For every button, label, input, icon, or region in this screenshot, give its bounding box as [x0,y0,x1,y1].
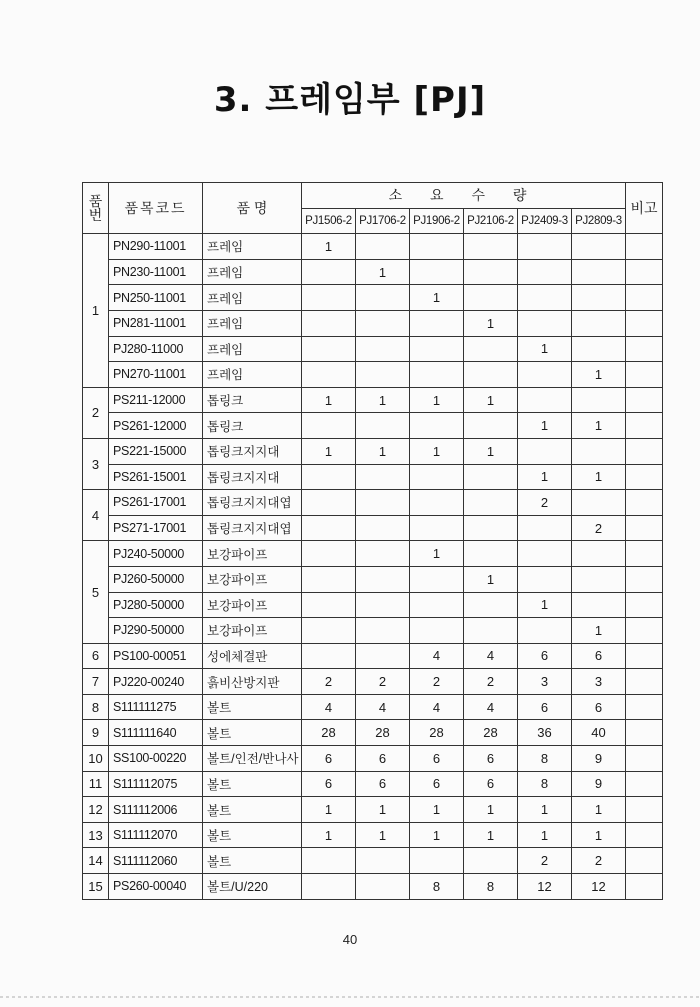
quantity-cell [356,874,410,900]
header-code: 품목코드 [109,183,203,234]
table-row [83,438,663,464]
code-cell: PS261-17001 [109,490,203,516]
quantity-cell [518,285,572,311]
quantity-cell [356,464,410,490]
name-cell: 볼트 [203,797,302,823]
remarks-cell [626,874,663,900]
quantity-cell: 1 [356,438,410,464]
remarks-cell [626,566,663,592]
quantity-cell: 6 [464,746,518,772]
header-name: 품 명 [203,183,302,234]
name-cell: 톱링크지지대 [203,464,302,490]
item-no-cell: 3 [83,438,109,489]
quantity-cell [356,234,410,260]
code-cell: PS261-12000 [109,413,203,439]
name-cell: 보강파이프 [203,541,302,567]
quantity-cell [410,310,464,336]
quantity-cell [302,413,356,439]
table-row [83,310,663,336]
quantity-cell [572,285,626,311]
quantity-cell [356,618,410,644]
table-row [83,336,663,362]
quantity-cell [356,566,410,592]
quantity-cell: 1 [464,822,518,848]
code-cell: SS100-00220 [109,746,203,772]
header-model: PJ2106-2 [464,208,518,234]
quantity-cell [464,848,518,874]
header-item-no-text: 품번 [88,193,103,224]
quantity-cell: 1 [356,387,410,413]
quantity-cell: 1 [518,413,572,439]
quantity-cell: 2 [464,669,518,695]
name-cell: 톱링크지지대엽 [203,490,302,516]
table-row [83,746,663,772]
remarks-cell [626,387,663,413]
quantity-cell [302,490,356,516]
quantity-cell [410,490,464,516]
quantity-cell: 1 [464,566,518,592]
quantity-cell: 28 [410,720,464,746]
quantity-cell: 1 [518,336,572,362]
quantity-cell [518,310,572,336]
quantity-cell: 4 [464,643,518,669]
table-row [83,362,663,388]
name-cell: 볼트 [203,822,302,848]
quantity-cell [410,848,464,874]
quantity-cell: 2 [572,848,626,874]
remarks-cell [626,336,663,362]
name-cell: 보강파이프 [203,592,302,618]
quantity-cell [464,336,518,362]
quantity-cell: 4 [410,694,464,720]
item-no-cell: 1 [83,234,109,388]
code-cell: S111112060 [109,848,203,874]
quantity-cell [410,592,464,618]
quantity-cell [356,285,410,311]
code-cell: PS100-00051 [109,643,203,669]
header-model: PJ1906-2 [410,208,464,234]
quantity-cell [302,310,356,336]
quantity-cell: 2 [302,669,356,695]
quantity-cell [572,438,626,464]
quantity-cell: 3 [572,669,626,695]
remarks-cell [626,362,663,388]
quantity-cell: 1 [302,822,356,848]
quantity-cell: 1 [356,822,410,848]
code-cell: PN270-11001 [109,362,203,388]
quantity-cell [356,541,410,567]
quantity-cell [410,362,464,388]
quantity-cell: 1 [302,234,356,260]
quantity-cell [464,259,518,285]
quantity-cell: 6 [356,746,410,772]
remarks-cell [626,285,663,311]
quantity-cell: 8 [518,746,572,772]
quantity-cell: 1 [410,822,464,848]
quantity-cell: 36 [518,720,572,746]
remarks-cell [626,746,663,772]
quantity-cell [302,515,356,541]
quantity-cell: 1 [518,822,572,848]
header-model: PJ1706-2 [356,208,410,234]
name-cell: 프레임 [203,310,302,336]
quantity-cell: 1 [572,618,626,644]
quantity-cell: 4 [410,643,464,669]
quantity-cell [302,618,356,644]
code-cell: PJ280-11000 [109,336,203,362]
quantity-cell: 28 [356,720,410,746]
quantity-cell [518,387,572,413]
remarks-cell [626,259,663,285]
quantity-cell: 1 [518,592,572,618]
header-model: PJ2809-3 [572,208,626,234]
name-cell: 볼트/U/220 [203,874,302,900]
table-row [83,515,663,541]
quantity-cell: 1 [410,797,464,823]
quantity-cell [356,592,410,618]
item-no-cell: 7 [83,669,109,695]
table-row [83,490,663,516]
table-row [83,285,663,311]
code-cell: S111112006 [109,797,203,823]
table-row [83,387,663,413]
name-cell: 볼트 [203,720,302,746]
quantity-cell [464,618,518,644]
quantity-cell: 1 [518,797,572,823]
quantity-cell [302,541,356,567]
quantity-cell [464,515,518,541]
table-row [83,797,663,823]
quantity-cell: 8 [410,874,464,900]
quantity-cell: 6 [410,746,464,772]
table-row [83,413,663,439]
quantity-cell [518,362,572,388]
item-no-cell: 13 [83,822,109,848]
quantity-cell: 28 [464,720,518,746]
remarks-cell [626,694,663,720]
code-cell: PJ240-50000 [109,541,203,567]
table-row [83,618,663,644]
quantity-cell [356,336,410,362]
item-no-cell: 10 [83,746,109,772]
quantity-cell [410,515,464,541]
table-row [83,234,663,260]
quantity-cell: 1 [464,797,518,823]
code-cell: S111111640 [109,720,203,746]
remarks-cell [626,771,663,797]
item-no-cell: 6 [83,643,109,669]
quantity-cell: 1 [572,464,626,490]
item-no-cell: 8 [83,694,109,720]
table-row [83,694,663,720]
item-no-cell: 11 [83,771,109,797]
table-row [83,720,663,746]
name-cell: 볼트 [203,694,302,720]
item-no-cell: 9 [83,720,109,746]
name-cell: 볼트 [203,848,302,874]
table-row [83,592,663,618]
quantity-cell: 2 [410,669,464,695]
name-cell: 볼트/인전/반나사 [203,746,302,772]
remarks-cell [626,464,663,490]
table-row [83,541,663,567]
remarks-cell [626,413,663,439]
quantity-cell: 2 [518,490,572,516]
quantity-cell: 40 [572,720,626,746]
quantity-cell [572,387,626,413]
name-cell: 볼트 [203,771,302,797]
quantity-cell [572,336,626,362]
quantity-cell [356,310,410,336]
quantity-cell: 6 [518,694,572,720]
quantity-cell: 6 [410,771,464,797]
quantity-cell: 6 [572,643,626,669]
quantity-cell: 12 [572,874,626,900]
quantity-cell [518,259,572,285]
remarks-cell [626,669,663,695]
item-no-cell: 14 [83,848,109,874]
remarks-cell [626,592,663,618]
page-title: 3. 프레임부 [PJ] [213,80,487,120]
quantity-cell: 1 [410,285,464,311]
quantity-cell [302,874,356,900]
quantity-cell [464,592,518,618]
name-cell: 프레임 [203,259,302,285]
name-cell: 프레임 [203,362,302,388]
code-cell: S111111275 [109,694,203,720]
item-no-cell: 4 [83,490,109,541]
quantity-cell [410,259,464,285]
code-cell: PS261-15001 [109,464,203,490]
quantity-cell [302,336,356,362]
quantity-cell [356,490,410,516]
quantity-cell [572,310,626,336]
item-no-cell: 5 [83,541,109,643]
remarks-cell [626,643,663,669]
remarks-cell [626,822,663,848]
table-row [83,566,663,592]
quantity-cell [410,566,464,592]
name-cell: 톱링크 [203,387,302,413]
table-row [83,822,663,848]
quantity-cell [518,515,572,541]
quantity-cell: 8 [518,771,572,797]
quantity-cell [302,643,356,669]
quantity-cell [356,848,410,874]
quantity-cell [356,643,410,669]
quantity-cell: 1 [410,541,464,567]
quantity-cell [302,259,356,285]
quantity-cell: 2 [572,515,626,541]
name-cell: 성에체결판 [203,643,302,669]
quantity-cell [464,285,518,311]
name-cell: 톱링크지지대 [203,438,302,464]
quantity-cell: 28 [302,720,356,746]
name-cell: 보강파이프 [203,566,302,592]
quantity-cell: 1 [572,822,626,848]
quantity-cell [302,464,356,490]
quantity-cell: 1 [302,438,356,464]
quantity-cell [356,362,410,388]
remarks-cell [626,490,663,516]
table-row [83,669,663,695]
header-item-no [83,183,109,234]
code-cell: PN281-11001 [109,310,203,336]
quantity-cell: 12 [518,874,572,900]
quantity-cell [410,413,464,439]
quantity-cell [302,285,356,311]
quantity-cell [518,541,572,567]
table-body [83,234,663,899]
code-cell: PJ220-00240 [109,669,203,695]
quantity-cell: 1 [356,259,410,285]
code-cell: PS271-17001 [109,515,203,541]
name-cell: 프레임 [203,285,302,311]
quantity-cell [410,618,464,644]
quantity-cell: 4 [464,694,518,720]
code-cell: PN290-11001 [109,234,203,260]
quantity-cell [410,336,464,362]
name-cell: 프레임 [203,234,302,260]
quantity-cell [572,490,626,516]
header-remarks: 비고 [626,183,663,234]
name-cell: 프레임 [203,336,302,362]
quantity-cell [464,362,518,388]
table-row [83,464,663,490]
quantity-cell [302,592,356,618]
remarks-cell [626,618,663,644]
quantity-cell [410,234,464,260]
remarks-cell [626,797,663,823]
parts-table [82,182,663,900]
quantity-cell [464,490,518,516]
quantity-cell: 4 [302,694,356,720]
table-header [83,183,663,234]
quantity-cell [356,413,410,439]
quantity-cell: 6 [302,771,356,797]
item-no-cell: 15 [83,874,109,900]
quantity-cell [302,566,356,592]
code-cell: PJ290-50000 [109,618,203,644]
table-row [83,771,663,797]
quantity-cell: 1 [302,797,356,823]
quantity-cell: 1 [572,797,626,823]
quantity-cell [572,592,626,618]
quantity-cell: 6 [356,771,410,797]
quantity-cell: 1 [572,362,626,388]
quantity-cell: 1 [464,387,518,413]
quantity-cell [356,515,410,541]
remarks-cell [626,310,663,336]
name-cell: 톱링크지지대엽 [203,515,302,541]
quantity-cell: 6 [302,746,356,772]
item-no-cell: 2 [83,387,109,438]
table-row [83,259,663,285]
quantity-cell [518,566,572,592]
name-cell: 톱링크 [203,413,302,439]
quantity-cell: 9 [572,746,626,772]
quantity-cell [464,541,518,567]
quantity-cell [572,259,626,285]
quantity-cell: 8 [464,874,518,900]
code-cell: PS211-12000 [109,387,203,413]
quantity-cell: 1 [464,310,518,336]
quantity-cell [464,464,518,490]
quantity-cell: 2 [518,848,572,874]
quantity-cell [572,541,626,567]
page-number: 40 [342,932,358,947]
quantity-cell [518,234,572,260]
quantity-cell: 1 [518,464,572,490]
remarks-cell [626,848,663,874]
quantity-cell [518,438,572,464]
header-model: PJ1506-2 [302,208,356,234]
item-no-cell: 12 [83,797,109,823]
quantity-cell [464,413,518,439]
quantity-cell: 6 [464,771,518,797]
table-row [83,848,663,874]
remarks-cell [626,438,663,464]
quantity-cell [518,618,572,644]
header-quantity: 소 요 수 량 [302,183,626,209]
quantity-cell: 1 [410,438,464,464]
remarks-cell [626,234,663,260]
code-cell: PN230-11001 [109,259,203,285]
quantity-cell: 1 [464,438,518,464]
remarks-cell [626,541,663,567]
table-row [83,643,663,669]
remarks-cell [626,720,663,746]
quantity-cell [572,566,626,592]
quantity-cell [464,234,518,260]
code-cell: S111112075 [109,771,203,797]
quantity-cell: 3 [518,669,572,695]
quantity-cell: 1 [302,387,356,413]
quantity-cell: 1 [356,797,410,823]
quantity-cell [302,848,356,874]
code-cell: PS221-15000 [109,438,203,464]
code-cell: PJ280-50000 [109,592,203,618]
quantity-cell: 4 [356,694,410,720]
header-model: PJ2409-3 [518,208,572,234]
name-cell: 보강파이프 [203,618,302,644]
quantity-cell: 1 [572,413,626,439]
quantity-cell: 1 [410,387,464,413]
code-cell: S111112070 [109,822,203,848]
name-cell: 흙비산방지판 [203,669,302,695]
quantity-cell: 6 [572,694,626,720]
quantity-cell [572,234,626,260]
quantity-cell [410,464,464,490]
remarks-cell [626,515,663,541]
table-row [83,874,663,900]
scan-edge-rule [0,996,700,998]
code-cell: PN250-11001 [109,285,203,311]
code-cell: PJ260-50000 [109,566,203,592]
quantity-cell [302,362,356,388]
quantity-cell: 9 [572,771,626,797]
quantity-cell: 6 [518,643,572,669]
quantity-cell: 2 [356,669,410,695]
code-cell: PS260-00040 [109,874,203,900]
